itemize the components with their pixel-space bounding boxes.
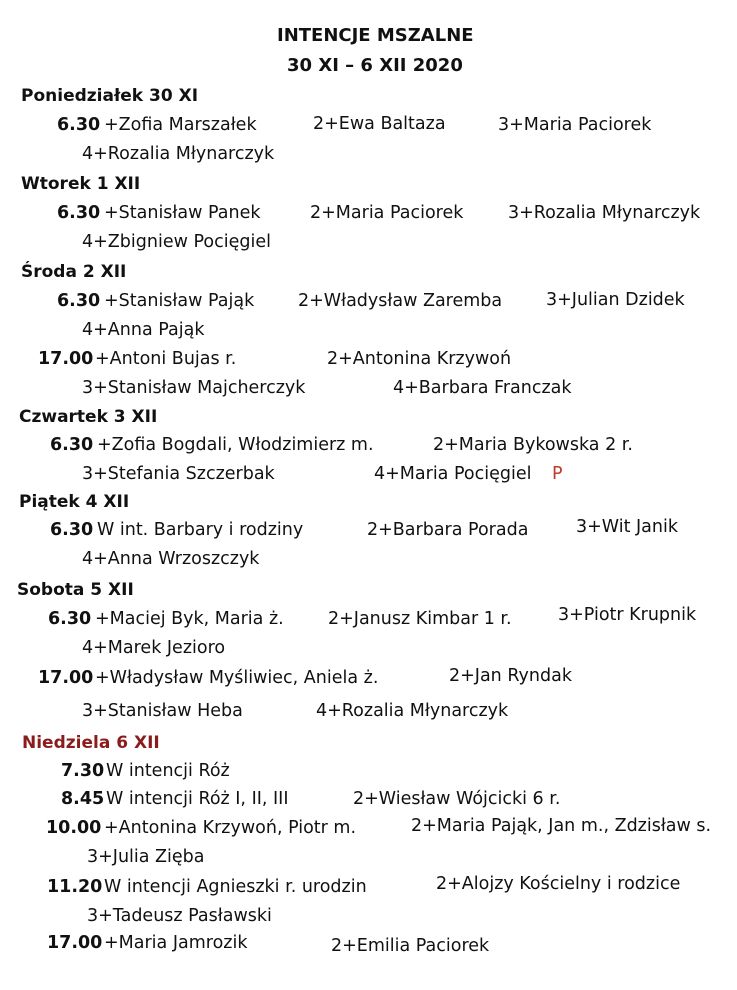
- intention: 2+Ewa Baltaza: [313, 114, 446, 134]
- intention: 4+Marek Jezioro: [82, 638, 226, 658]
- intention: 3+Tadeusz Pasławski: [87, 906, 272, 926]
- day-heading-thursday: Czwartek 3 XII: [19, 407, 158, 427]
- intention: +Zofia Bogdali, Włodzimierz m.: [97, 435, 374, 455]
- intention: 4+Anna Wrzoszczyk: [82, 549, 260, 569]
- intention: 2+Maria Pająk, Jan m., Zdzisław s.: [411, 816, 712, 836]
- day-heading-friday: Piątek 4 XII: [19, 492, 130, 512]
- intention: W intencji Róż I, II, III: [106, 789, 289, 809]
- intention: 2+Maria Paciorek: [310, 203, 464, 223]
- intention: 3+Rozalia Młynarczyk: [508, 203, 701, 223]
- mass-time: 17.00: [38, 349, 94, 369]
- mass-time: 17.00: [38, 668, 94, 688]
- day-heading-saturday: Sobota 5 XII: [17, 580, 134, 600]
- intention: +Zofia Marszałek: [104, 115, 257, 135]
- mass-time: 8.45: [61, 789, 105, 809]
- intention: 2+Barbara Porada: [367, 520, 529, 540]
- intention: 3+Maria Paciorek: [498, 115, 652, 135]
- intention: 2+Władysław Zaremba: [298, 291, 503, 311]
- mass-time: 6.30: [57, 203, 101, 223]
- mass-time: 6.30: [57, 115, 101, 135]
- intention: +Maria Jamrozik: [104, 933, 248, 953]
- intention: W intencji Róż: [106, 761, 230, 781]
- mass-time: 11.20: [47, 877, 103, 897]
- intention: W int. Barbary i rodziny: [97, 520, 304, 540]
- intention: 2+Wiesław Wójcicki 6 r.: [353, 789, 561, 809]
- intention: +Maciej Byk, Maria ż.: [95, 609, 284, 629]
- day-heading-tuesday: Wtorek 1 XII: [21, 174, 141, 194]
- intention: +Władysław Myśliwiec, Aniela ż.: [95, 668, 379, 688]
- intention: 4+Maria Pocięgiel: [374, 464, 532, 484]
- intention: 4+Barbara Franczak: [393, 378, 572, 398]
- page-title: INTENCJE MSZALNE: [277, 25, 474, 46]
- intention: W intencji Agnieszki r. urodzin: [104, 877, 367, 897]
- intention: 4+Rozalia Młynarczyk: [82, 144, 275, 164]
- intention: 2+Emilia Paciorek: [331, 936, 490, 956]
- day-heading-monday: Poniedziałek 30 XI: [21, 86, 199, 106]
- intention: 4+Rozalia Młynarczyk: [316, 701, 509, 721]
- intention: +Stanisław Panek: [104, 203, 261, 223]
- intention: 2+Janusz Kimbar 1 r.: [328, 609, 512, 629]
- mass-time: 6.30: [50, 520, 94, 540]
- intention: 2+Jan Ryndak: [449, 666, 572, 686]
- day-heading-wednesday: Środa 2 XII: [21, 262, 127, 282]
- mass-time: 10.00: [46, 818, 102, 838]
- intention: 2+Maria Bykowska 2 r.: [433, 435, 633, 455]
- intention: 4+Anna Pająk: [82, 320, 205, 340]
- intention: 2+Antonina Krzywoń: [327, 349, 512, 369]
- intention: 3+Julian Dzidek: [546, 290, 685, 310]
- red-mark: P: [552, 464, 563, 484]
- intention: +Antoni Bujas r.: [95, 349, 237, 369]
- day-heading-sunday: Niedziela 6 XII: [22, 733, 160, 753]
- intention: 3+Stefania Szczerbak: [82, 464, 275, 484]
- intention: +Stanisław Pająk: [104, 291, 255, 311]
- mass-time: 6.30: [50, 435, 94, 455]
- intention: 2+Alojzy Kościelny i rodzice: [436, 874, 681, 894]
- intention: 3+Stanisław Heba: [82, 701, 243, 721]
- intention: 3+Wit Janik: [576, 517, 678, 537]
- intention: 3+Stanisław Majcherczyk: [82, 378, 306, 398]
- mass-time: 7.30: [61, 761, 105, 781]
- intention: 3+Julia Zięba: [87, 847, 205, 867]
- intention: +Antonina Krzywoń, Piotr m.: [104, 818, 357, 838]
- intention: 4+Zbigniew Pocięgiel: [82, 232, 271, 252]
- mass-time: 17.00: [47, 933, 103, 953]
- intention: 3+Piotr Krupnik: [558, 605, 697, 625]
- mass-time: 6.30: [48, 609, 92, 629]
- mass-time: 6.30: [57, 291, 101, 311]
- date-range: 30 XI – 6 XII 2020: [287, 55, 463, 76]
